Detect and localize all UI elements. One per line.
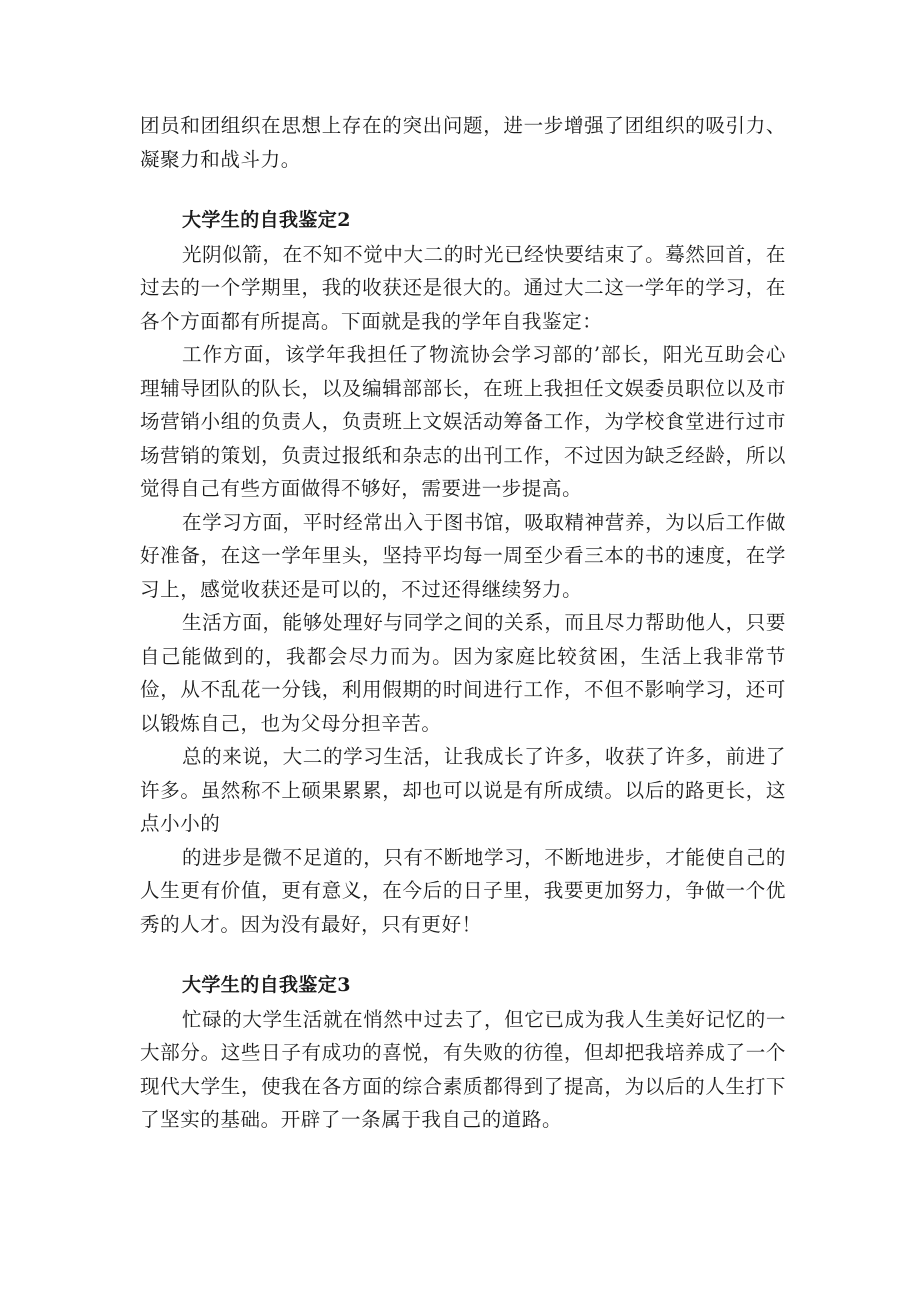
section-spacer (140, 941, 786, 969)
section-2-heading: 大学生的自我鉴定2 (182, 209, 351, 231)
section-2-paragraph-1: 光阴似箭，在不知不觉中大二的时光已经快要结束了。蓦然回首，在过去的一个学期里，我的收获还是很大的。通过大二这一学年的学习，在各个方面都有所提高。下面就是我的学年自我鉴定： (140, 242, 786, 333)
document-body (140, 109, 786, 1137)
section-2-paragraph-6: 的进步是微不足道的，只有不断地学习，不断地进步，才能使自己的人生更有价值，更有意义，在今后的日子里，我要更加努力，争做一个优秀的人才。因为没有最好，只有更好！ (140, 845, 786, 936)
section-spacer (140, 176, 786, 204)
section-2-paragraph-3: 在学习方面，平时经常出入于图书馆，吸取精神营养，为以后工作做好准备，在这一学年里头，坚持平均每一周至少看三本的书的速度，在学习上，感觉收获还是可以的，不过还得继续努力。 (140, 510, 786, 601)
section-2-paragraph-5: 总的来说，大二的学习生活，让我成长了许多，收获了许多，前进了许多。虽然称不上硕果累累，却也可以说是有所成绩。以后的路更长，这点小小的 (140, 745, 786, 835)
section-2-paragraph-2: 工作方面，该学年我担任了物流协会学习部的’部长，阳光互助会心理辅导团队的队长，以及编辑部部长，在班上我担任文娱委员职位以及市场营销小组的负责人，负责班上文娱活动筹备工作，为学校食堂进行过市场营销的策划，负责过报纸和杂志的出刊工作，不过因为缺乏经龄，所以觉得自己有些方面做得不够好，需要进一步提高。 (140, 343, 786, 500)
section-3-paragraph-1: 忙碌的大学生活就在悄然中过去了，但它已成为我人生美好记忆的一大部分。这些日子有成功的喜悦，有失败的彷徨，但却把我培养成了一个现代大学生，使我在各方面的综合素质都得到了提高，为以后的人生打下了坚实的基础。开辟了一条属于我自己的道路。 (140, 1007, 786, 1131)
intro-paragraph: 团员和团组织在思想上存在的突出问题，进一步增强了团组织的吸引力、凝聚力和战斗力。 (140, 114, 786, 171)
section-3-heading: 大学生的自我鉴定3 (182, 974, 351, 996)
section-2-paragraph-4: 生活方面，能够处理好与同学之间的关系，而且尽力帮助他人，只要自己能做到的，我都会尽力而为。因为家庭比较贫困，生活上我非常节俭，从不乱花一分钱，利用假期的时间进行工作，不但不影响学习，还可以锻炼自己，也为父母分担辛苦。 (140, 611, 786, 735)
